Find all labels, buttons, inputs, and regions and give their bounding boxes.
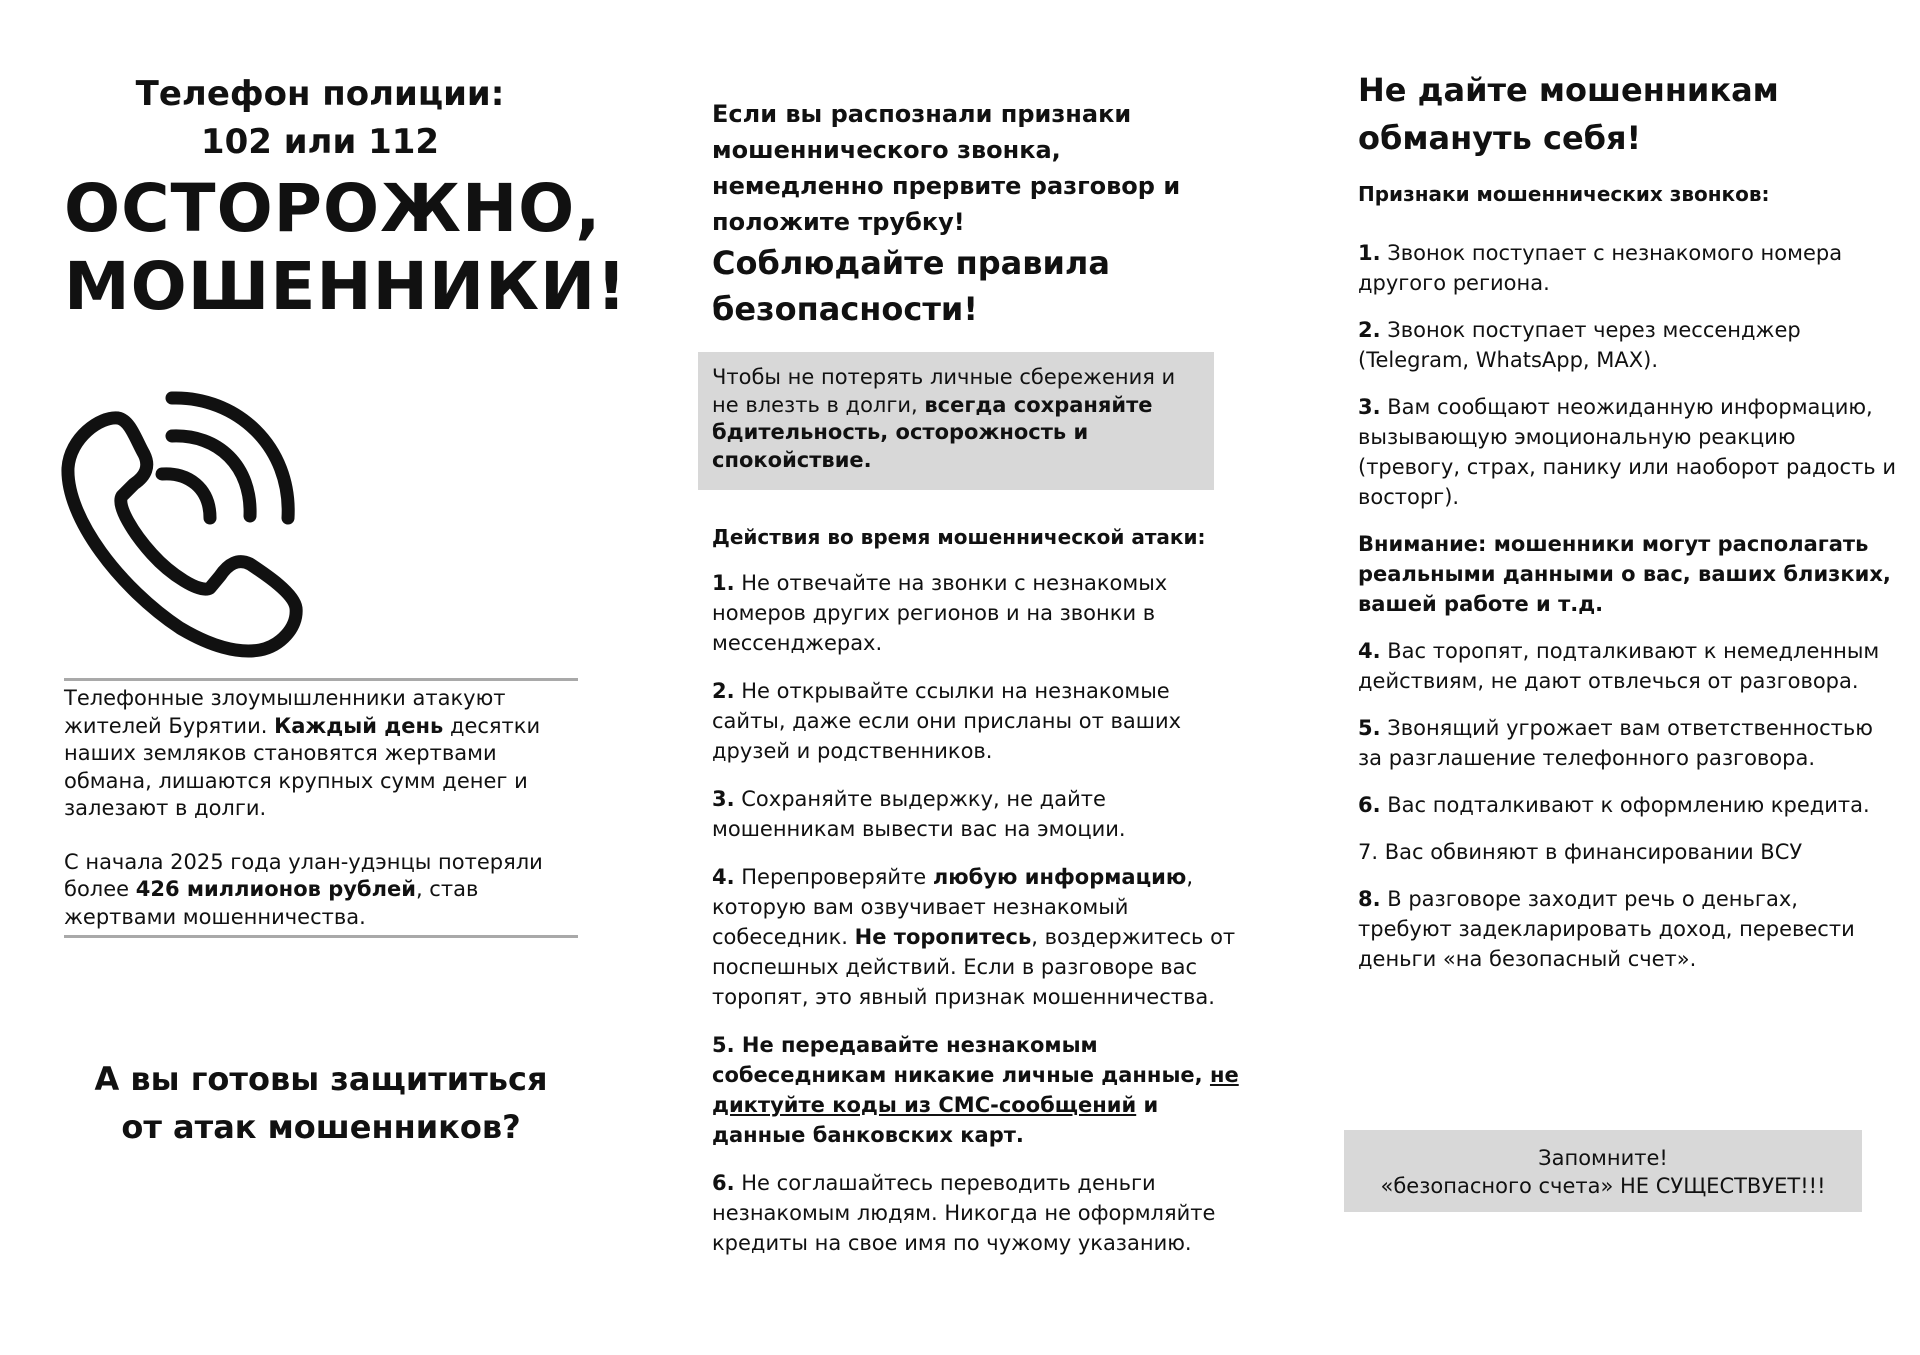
item-text: Сохраняйте выдержку, не дайте мошенникам вывести вас на эмоции.: [712, 787, 1126, 841]
intro-text: , став жертвами мошенничества.: [64, 877, 479, 929]
item-number: 5.: [1358, 716, 1381, 740]
item-text: Звонок поступает с незнакомого номера другого региона.: [1358, 241, 1843, 295]
recognize-warning: Если вы распознали признаки мошеннического звонка, немедленно прервите разговор и положите трубку!: [712, 100, 1181, 236]
item-emphasis: Не торопитесь: [854, 925, 1032, 949]
page-title-line2: МОШЕННИКИ!: [64, 248, 628, 325]
list-item: [712, 676, 1242, 766]
item-text: Не открывайте ссылки на незнакомые сайты, даже если они присланы от ваших друзей и родственников.: [712, 679, 1182, 763]
list-item: 7. Вас обвиняют в финансировании ВСУ: [1358, 840, 1803, 864]
list-item: [1358, 636, 1898, 696]
vigilance-box: [698, 352, 1214, 490]
item-text: Перепроверяйте: [734, 865, 933, 889]
police-phone-numbers: 102 или 112: [200, 122, 440, 162]
intro-text: десятки наших земляков становятся жертвами обмана, лишаются крупных сумм денег и залезают в долги.: [64, 713, 541, 820]
page-title-line1: ОСТОРОЖНО,: [64, 170, 602, 247]
item-text: , которую вам озвучивает незнакомый собеседник.: [712, 865, 1193, 949]
loss-amount: 426 миллионов рублей: [135, 877, 416, 901]
item-emphasis: любую информацию: [932, 865, 1187, 889]
item-number: 1.: [1358, 241, 1381, 265]
item-number: 6.: [1358, 793, 1381, 817]
list-item: [712, 862, 1242, 1012]
actions-heading: Действия во время мошеннической атаки:: [712, 525, 1206, 549]
item-number: 2.: [1358, 318, 1381, 342]
item-text: Вам сообщают неожиданную информацию, вызывающую эмоциональную реакцию (тревогу, страх, панику или наоборот радость и восторг).: [1358, 395, 1897, 509]
signs-list: [1358, 238, 1898, 991]
item-number: 6.: [712, 1171, 735, 1195]
remember-box: [1344, 1130, 1862, 1212]
police-phone-label: Телефон полиции:: [135, 74, 505, 114]
vigilance-text: Чтобы не потерять личные сбережения и не влезть в долги,: [712, 365, 1176, 417]
signs-heading: Признаки мошеннических звонков:: [1358, 182, 1770, 206]
item-text: Не отвечайте на звонки с незнакомых номеров других регионов и на звонки в мессенджерах.: [712, 571, 1168, 655]
item-number: 4.: [1358, 639, 1381, 663]
remember-label: Запомните!: [1538, 1146, 1668, 1170]
item-text: Звонящий угрожает вам ответственностью за разглашение телефонного разговора.: [1358, 716, 1873, 770]
rules-heading: Соблюдайте правила безопасности!: [712, 244, 1110, 328]
police-phone-heading: [130, 70, 510, 166]
attention-note: Внимание: мошенники могут располагать реальными данными о вас, ваших близких, вашей работе и т.д.: [1358, 532, 1891, 616]
item-underlined: не диктуйте коды из СМС-сообщений: [712, 1063, 1239, 1117]
list-item: [1358, 392, 1898, 512]
item-text: Звонок поступает через мессенджер (Telegram, WhatsApp, MAX).: [1358, 318, 1801, 372]
question-line1: А вы готовы защититься: [94, 1060, 548, 1098]
item-text: Вас торопят, подталкивают к немедленным действиям, не дают отвлечься от разговора.: [1358, 639, 1880, 693]
item-text: Вас подталкивают к оформлению кредита.: [1380, 793, 1870, 817]
intro-paragraph-2: [64, 849, 578, 932]
question-heading: [64, 1055, 578, 1151]
warning-heading: Не дайте мошенникам обмануть себя!: [1358, 71, 1779, 157]
intro-text: С начала 2025 года улан-удэнцы потеряли более: [64, 849, 543, 901]
list-item: [1358, 884, 1898, 974]
intro-text-box: [64, 678, 578, 938]
item-text: и данные банковских карт.: [712, 1093, 1159, 1147]
question-line2: от атак мошенников?: [121, 1108, 521, 1146]
item-text: 5. Не передавайте незнакомым собеседникам никакие личные данные,: [712, 1033, 1210, 1087]
list-item: [712, 1168, 1242, 1258]
item-text: , воздержитесь от поспешных действий. Если в разговоре вас торопят, это явный признак мошенничества.: [712, 925, 1236, 1009]
list-item: [712, 784, 1242, 844]
item-number: 4.: [712, 865, 735, 889]
list-item: [1358, 315, 1898, 375]
list-item: [1358, 238, 1898, 298]
list-item: [1358, 790, 1898, 820]
actions-list: [712, 568, 1242, 1276]
intro-emphasis: Каждый день: [274, 713, 444, 738]
item-text: Не соглашайтесь переводить деньги незнакомым людям. Никогда не оформляйте кредиты на свое имя по чужому указанию.: [712, 1171, 1216, 1255]
list-item: [1358, 713, 1898, 773]
item-text: В разговоре заходит речь о деньгах, требуют задекларировать доход, перевести деньги «на безопасный счет».: [1358, 887, 1855, 971]
item-number: 8.: [1358, 887, 1381, 911]
item-number: 3.: [712, 787, 735, 811]
list-item: [712, 1030, 1242, 1150]
item-number: 3.: [1358, 395, 1381, 419]
intro-paragraph-1: [64, 685, 578, 823]
page-title: [64, 170, 628, 326]
list-item: [712, 568, 1242, 658]
item-number: 1.: [712, 571, 735, 595]
vigilance-emphasis: всегда сохраняйте бдительность, осторожность и спокойствие.: [712, 392, 1153, 472]
phone-ringing-icon: [60, 388, 328, 658]
remember-text: «безопасного счета» НЕ СУЩЕСТВУЕТ!!!: [1380, 1174, 1826, 1198]
intro-text: Телефонные злоумышленники атакуют жителей Бурятии.: [64, 686, 506, 738]
item-number: 2.: [712, 679, 735, 703]
